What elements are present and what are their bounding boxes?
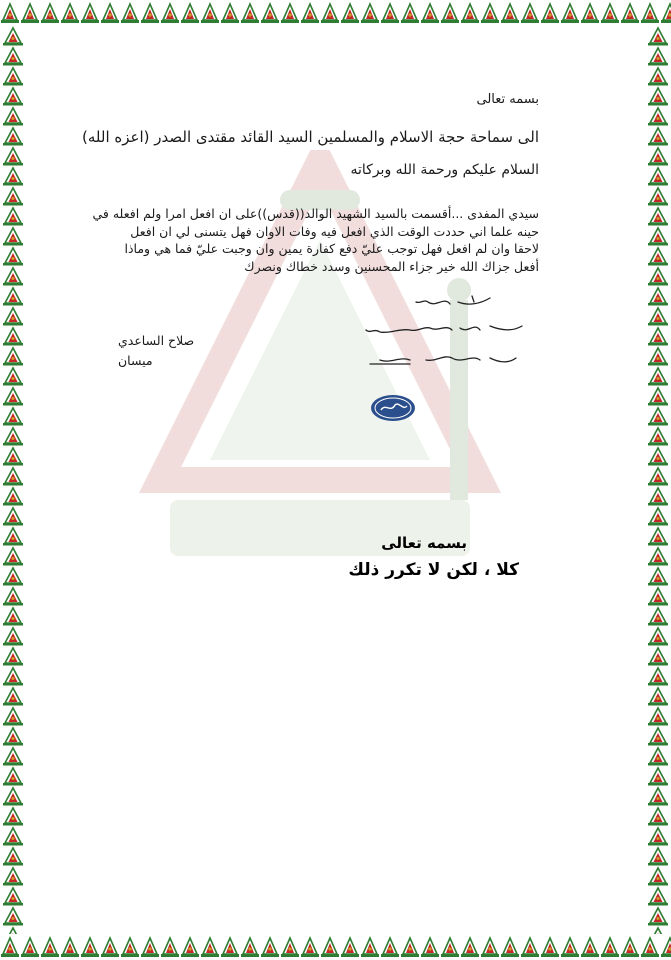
- letter-body-line: أفعل جزاك الله خير جزاء المحسنين وسدد خطاك ونصرك: [244, 258, 539, 274]
- handwritten-annotation-icon: [340, 286, 540, 376]
- sender-city: ميسان: [118, 353, 153, 368]
- border-frame-left: [0, 26, 26, 934]
- letter-body: [92, 205, 539, 275]
- border-frame-bottom: [0, 934, 671, 960]
- seal-stamp-icon: [369, 393, 417, 423]
- letter-body-line: حينه علما اني حددت الوقت الذي افعل فيه وفات الاوان فهل يتسنى لي ان افعل: [130, 223, 539, 239]
- letter-addressee: الى سماحة حجة الاسلام والمسلمين السيد القائد مقتدى الصدر (اعزه الله): [82, 128, 539, 146]
- letter-body-line: لاحقا وان لم افعل فهل توجب عليّ دفع كفارة يمين وان وجبت عليّ فما هي وماذا: [124, 241, 539, 256]
- border-frame-right: [645, 26, 671, 934]
- border-frame-top: [0, 0, 671, 26]
- letter-body-line: سيدي المفدى ...أقسمت بالسيد الشهيد الوالد((قدس))على ان افعل امرا ولم افعله في: [92, 206, 539, 221]
- letter-basmala: بسمه تعالى: [476, 92, 539, 107]
- reply-answer: كلا ، لكن لا تكرر ذلك: [348, 560, 519, 580]
- letter-greeting: السلام عليكم ورحمة الله وبركاته: [350, 162, 539, 178]
- sender-name: صلاح الساعدي: [118, 333, 195, 348]
- reply-basmala: بسمه تعالى: [381, 534, 467, 552]
